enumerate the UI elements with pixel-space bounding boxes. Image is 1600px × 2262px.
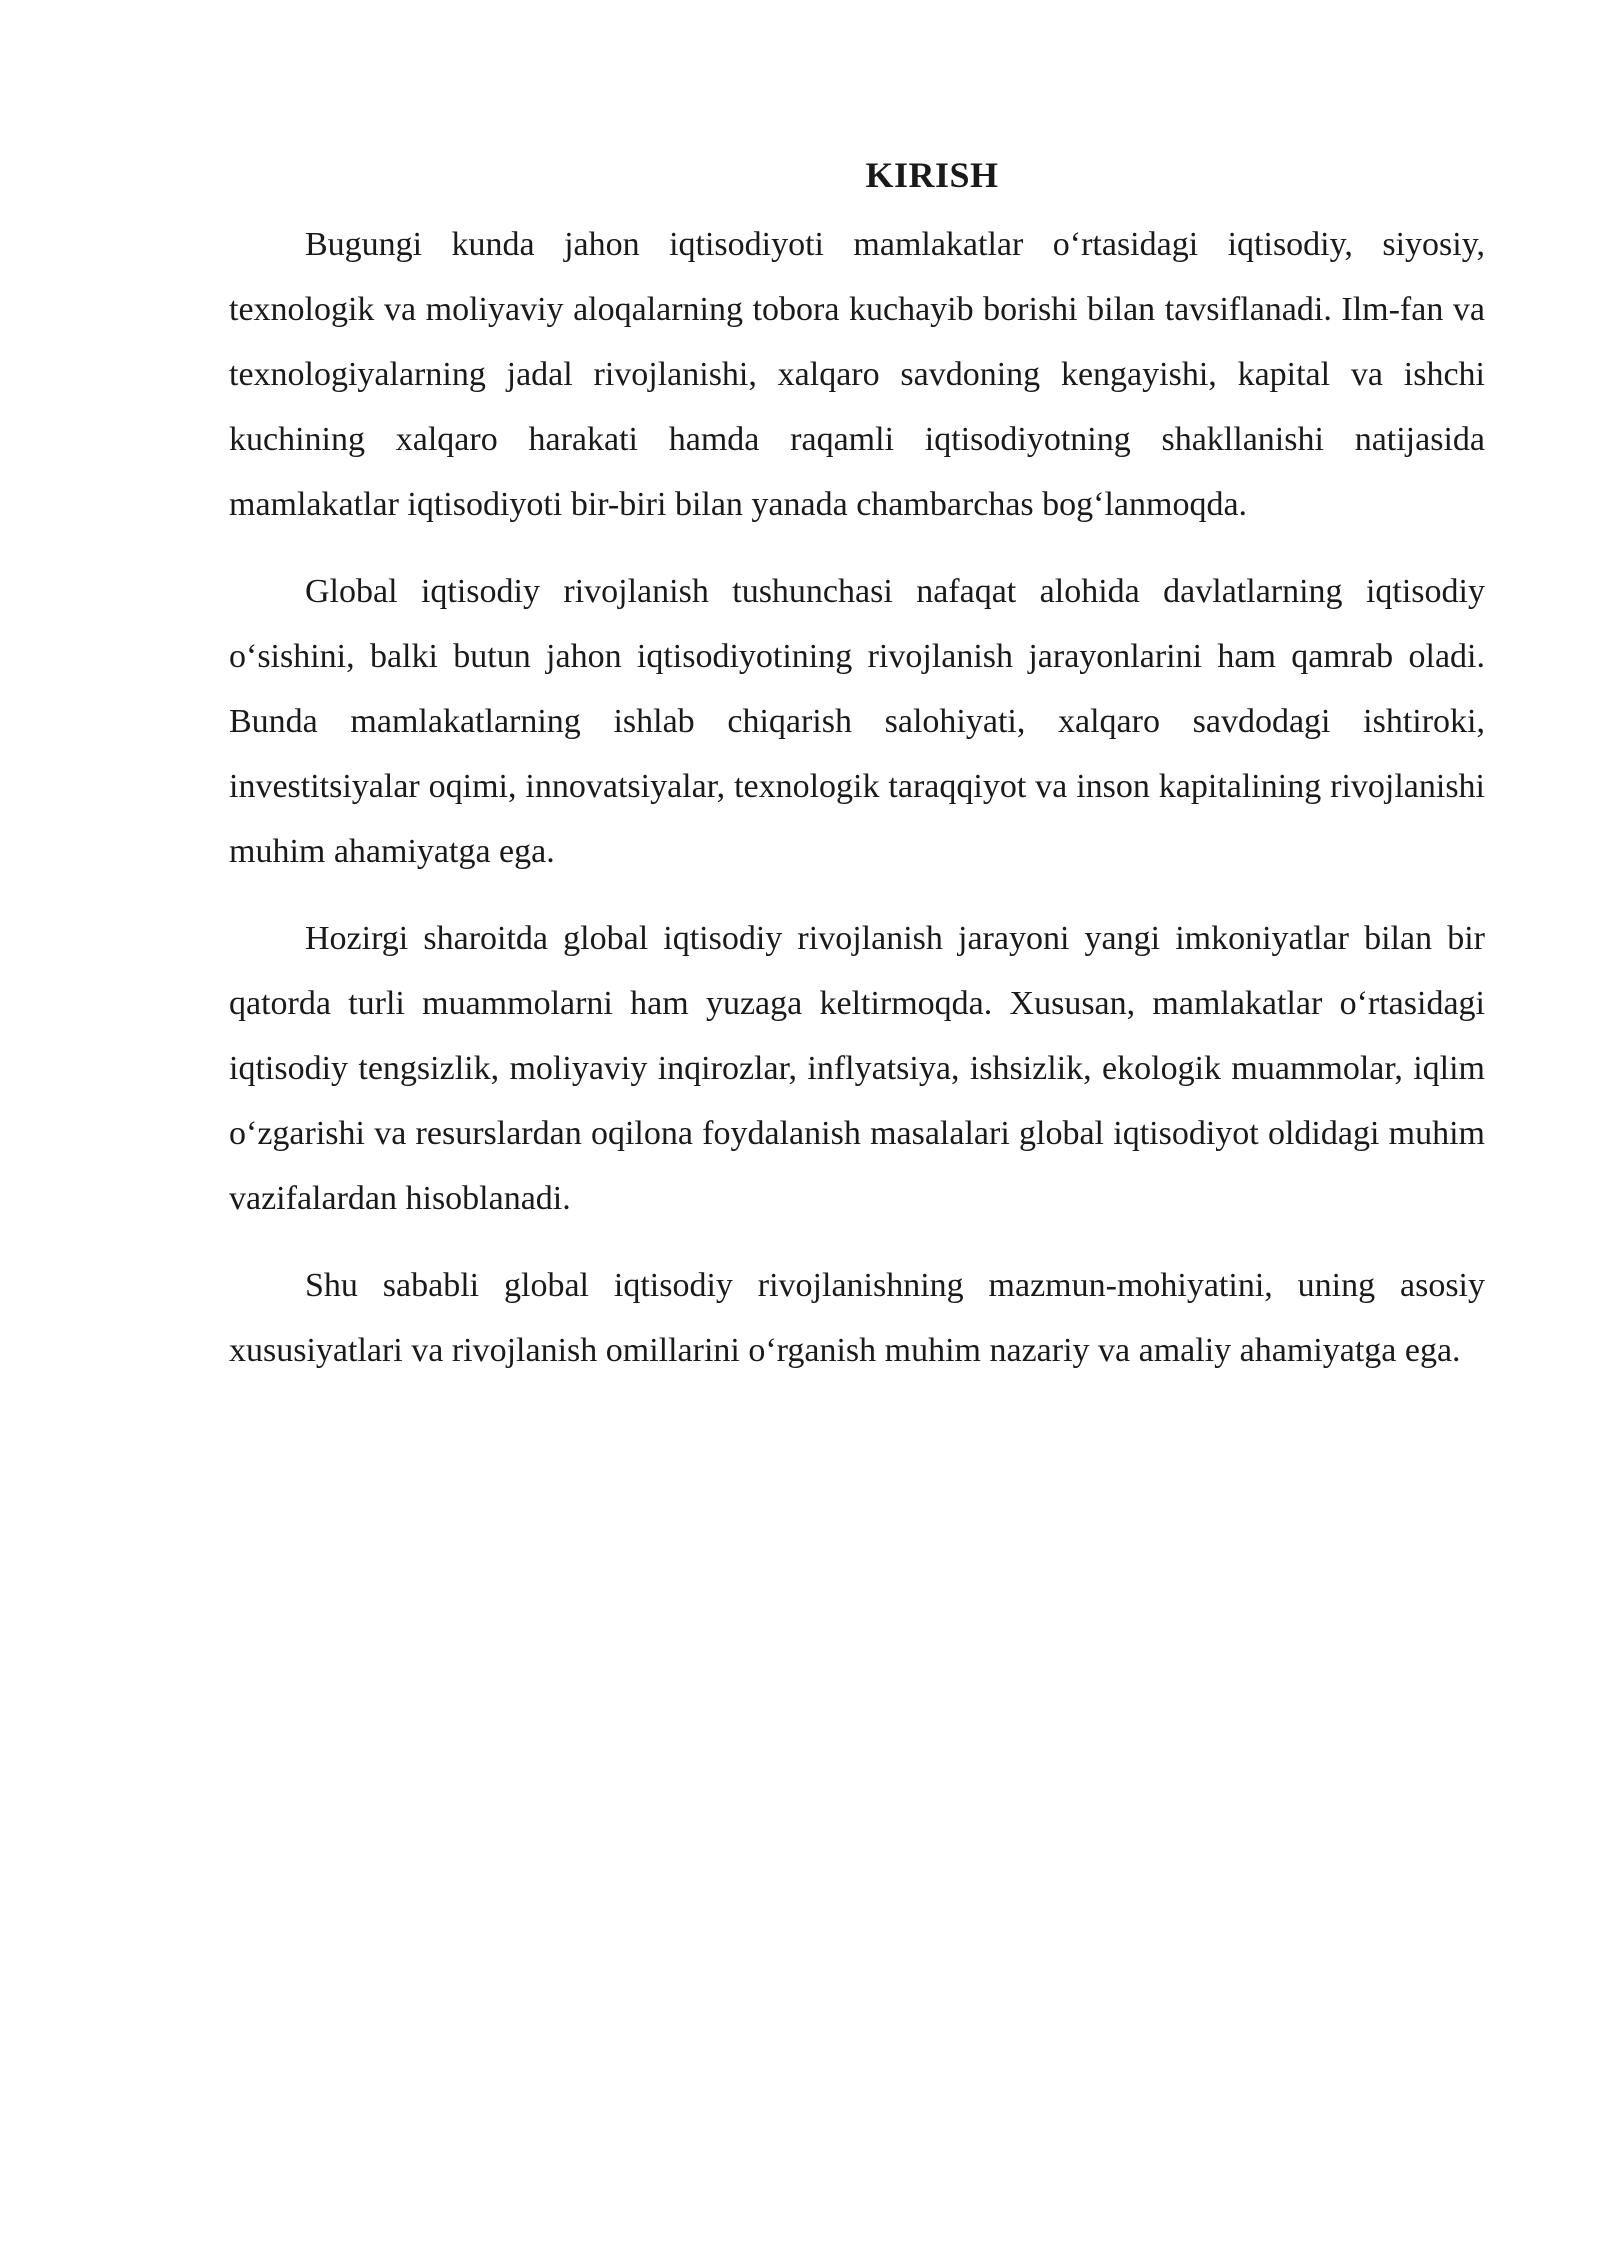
paragraph-1: Bugungi kunda jahon iqtisodiyoti mamlakatlar o‘rtasidagi iqtisodiy, siyosiy, texnologik va moliyaviy aloqalarning tobora kuchayib borishi bilan tavsiflanadi. Ilm-fan va texnologiyalarning jadal rivojlanishi, xalqaro savdoning kengayishi, kapital va ishchi kuchining xalqaro harakati hamda raqamli iqtisodiyotning shakllanishi natijasida mamlakatlar iqtisodiyoti bir-biri bilan yanada chambarchas bog‘lanmoqda. [229, 226, 1485, 523]
paragraph-3: Hozirgi sharoitda global iqtisodiy rivojlanish jarayoni yangi imkoniyatlar bilan bir qatorda turli muammolarni ham yuzaga keltirmoqda. Xususan, mamlakatlar o‘rtasidagi iqtisodiy tengsizlik, moliyaviy inqirozlar, inflyatsiya, ishsizlik, ekologik muammolar, iqlim o‘zgarishi va resurslardan oqilona foydalanish masalalari global iqtisodiyot oldidagi muhim vazifalardan hisoblanadi. [229, 920, 1485, 1217]
document-body [229, 150, 1485, 1405]
paragraph-4: Shu sababli global iqtisodiy rivojlanishning mazmun-mohiyatini, uning asosiy xususiyatlari va rivojlanish omillarini o‘rganish muhim nazariy va amaliy ahamiyatga ega. [229, 1267, 1485, 1369]
section-title: KIRISH [865, 155, 999, 195]
paragraph-2: Global iqtisodiy rivojlanish tushunchasi nafaqat alohida davlatlarning iqtisodiy o‘sishini, balki butun jahon iqtisodiyotining rivojlanish jarayonlarini ham qamrab oladi. Bunda mamlakatlarning ishlab chiqarish salohiyati, xalqaro savdodagi ishtiroki, investitsiyalar oqimi, innovatsiyalar, texnologik taraqqiyot va inson kapitalining rivojlanishi muhim ahamiyatga ega. [229, 573, 1485, 870]
